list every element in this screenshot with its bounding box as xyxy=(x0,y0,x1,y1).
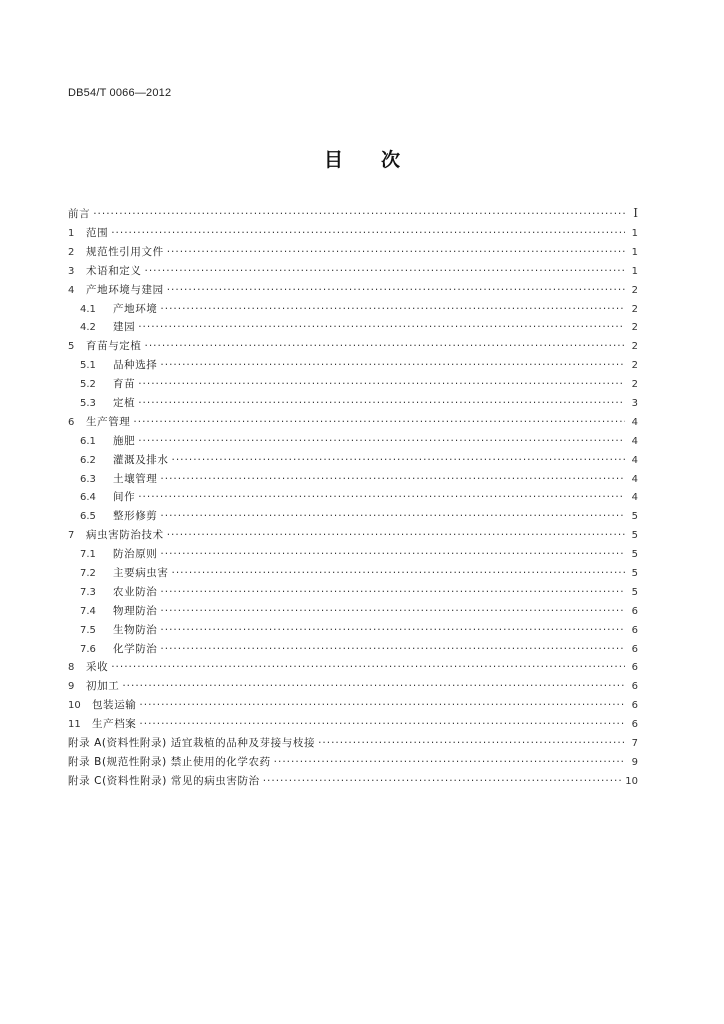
toc-entry-page-number: 4 xyxy=(631,454,638,466)
toc-entry-page-number: 4 xyxy=(631,492,638,504)
toc-entry-label: 包装运输 xyxy=(92,699,137,712)
toc-leader-dots xyxy=(160,356,625,375)
toc-entry-page-number: 5 xyxy=(631,511,638,523)
toc-entry-number: 6.4 xyxy=(80,492,96,504)
toc-entry[interactable] xyxy=(68,677,638,696)
toc-entry[interactable] xyxy=(68,375,638,394)
toc-entry[interactable] xyxy=(68,658,638,677)
toc-entry-label: 范围 xyxy=(86,227,109,239)
toc-entry-page-number: 6 xyxy=(631,624,638,636)
table-of-contents xyxy=(68,202,638,791)
toc-entry-label: 建园 xyxy=(113,321,136,334)
toc-entry-page-number: 1 xyxy=(631,246,638,258)
toc-leader-dots xyxy=(160,602,625,621)
toc-entry-number: 5.1 xyxy=(80,360,96,372)
toc-entry-number: 6.3 xyxy=(80,473,96,485)
toc-leader-dots xyxy=(160,621,625,640)
toc-entry[interactable] xyxy=(68,564,638,583)
toc-entry-page-number: 6 xyxy=(631,681,638,693)
toc-entry-number: 7 xyxy=(68,530,75,542)
toc-entry-page-number: 4 xyxy=(631,435,638,447)
toc-entry[interactable] xyxy=(68,300,638,319)
toc-entry-label: 附录 C(资料性附录) 常见的病虫害防治 xyxy=(68,774,260,787)
toc-entry-page-number: 5 xyxy=(631,549,638,561)
toc-leader-dots xyxy=(139,715,625,734)
toc-entry[interactable] xyxy=(68,602,638,621)
toc-leader-dots xyxy=(122,677,625,696)
toc-entry-label: 病虫害防治技术 xyxy=(86,529,164,542)
toc-leader-dots xyxy=(138,394,625,413)
toc-entry-number: 6 xyxy=(68,416,75,428)
toc-entry-page-number: 6 xyxy=(631,719,638,731)
toc-entry-number: 7.6 xyxy=(80,643,96,655)
toc-leader-dots xyxy=(93,203,625,225)
toc-leader-dots xyxy=(139,696,625,715)
toc-entry-number: 4.1 xyxy=(80,303,96,315)
toc-leader-dots xyxy=(160,640,625,659)
toc-leader-dots xyxy=(138,375,625,394)
toc-entry-page-number: 2 xyxy=(631,322,638,334)
page-title: 目次 xyxy=(323,149,438,171)
toc-entry-label: 规范性引用文件 xyxy=(86,245,164,258)
toc-entry-number: 7.5 xyxy=(80,624,96,636)
toc-entry-number: 4.2 xyxy=(80,322,96,334)
toc-entry[interactable] xyxy=(68,224,638,243)
toc-entry-number: 7.4 xyxy=(80,605,96,617)
toc-entry[interactable] xyxy=(68,262,638,281)
toc-entry-number: 9 xyxy=(68,681,75,693)
toc-entry-page-number: 7 xyxy=(631,738,638,750)
toc-entry[interactable] xyxy=(68,734,638,753)
toc-leader-dots xyxy=(160,507,625,526)
toc-entry-label: 农业防治 xyxy=(113,585,158,598)
toc-entry-page-number: 5 xyxy=(631,586,638,598)
toc-entry-label: 育苗 xyxy=(113,378,136,391)
toc-leader-dots xyxy=(138,318,625,337)
toc-entry[interactable] xyxy=(68,451,638,470)
toc-entry[interactable] xyxy=(68,640,638,659)
toc-leader-dots xyxy=(160,470,625,489)
toc-entry-page-number: 6 xyxy=(631,643,638,655)
toc-entry[interactable] xyxy=(68,432,638,451)
toc-entry-page-number: 2 xyxy=(631,360,638,372)
toc-entry[interactable] xyxy=(68,202,638,224)
toc-entry[interactable] xyxy=(68,243,638,262)
toc-entry-label: 附录 B(规范性附录) 禁止使用的化学农药 xyxy=(68,755,271,768)
toc-entry-label: 采收 xyxy=(86,661,109,674)
toc-entry[interactable] xyxy=(68,488,638,507)
toc-entry-page-number: 2 xyxy=(631,303,638,315)
toc-entry-page-number: 9 xyxy=(631,756,638,768)
toc-entry-label: 主要病虫害 xyxy=(113,567,169,580)
toc-entry-label: 灌溉及排水 xyxy=(113,453,169,466)
toc-leader-dots xyxy=(172,564,626,583)
toc-leader-dots xyxy=(160,583,625,602)
toc-entry-page-number: 6 xyxy=(631,700,638,712)
toc-entry-page-number: 4 xyxy=(631,416,638,428)
toc-entry[interactable] xyxy=(68,356,638,375)
toc-entry[interactable] xyxy=(68,696,638,715)
toc-leader-dots xyxy=(172,451,626,470)
toc-entry-page-number: 5 xyxy=(631,530,638,542)
toc-entry-number: 8 xyxy=(68,662,75,674)
toc-entry-label: 土壤管理 xyxy=(113,472,158,485)
document-code: DB54/T 0066—2012 xyxy=(68,87,172,99)
toc-entry-label: 整形修剪 xyxy=(113,510,158,523)
toc-entry-label: 生产管理 xyxy=(86,415,131,428)
toc-entry-number: 1 xyxy=(68,228,75,239)
toc-leader-dots xyxy=(318,734,625,753)
toc-entry-label: 术语和定义 xyxy=(86,264,142,277)
toc-entry-page-number: 2 xyxy=(631,284,638,296)
toc-entry-page-number: 6 xyxy=(631,662,638,674)
toc-entry-number: 7.2 xyxy=(80,568,96,580)
toc-leader-dots xyxy=(145,337,626,356)
toc-leader-dots xyxy=(111,224,625,243)
toc-leader-dots xyxy=(167,243,625,262)
toc-entry-page-number: 2 xyxy=(631,379,638,391)
toc-entry-page-number: 2 xyxy=(631,341,638,353)
toc-entry[interactable] xyxy=(68,470,638,489)
toc-entry-label: 物理防治 xyxy=(113,604,158,617)
toc-entry-page-number: 5 xyxy=(631,568,638,580)
toc-entry-number: 6.2 xyxy=(80,454,96,466)
toc-entry-label: 初加工 xyxy=(86,680,120,693)
toc-entry-number: 4 xyxy=(68,284,75,296)
toc-entry-label: 附录 A(资料性附录) 适宜栽植的品种及芽接与枝接 xyxy=(68,737,316,750)
toc-entry-page-number: 1 xyxy=(631,265,638,277)
toc-entry-number: 2 xyxy=(68,246,75,258)
toc-entry-label: 间作 xyxy=(113,491,136,504)
toc-entry-label: 化学防治 xyxy=(113,642,158,655)
toc-leader-dots xyxy=(133,413,625,432)
toc-entry-number: 3 xyxy=(68,265,75,277)
toc-entry-label: 产地环境 xyxy=(113,302,158,315)
toc-entry[interactable] xyxy=(68,753,638,772)
toc-entry-number: 6.1 xyxy=(80,435,96,447)
toc-entry[interactable] xyxy=(68,772,638,791)
toc-entry-page-number: 4 xyxy=(631,473,638,485)
toc-entry-label: 施肥 xyxy=(113,434,136,447)
toc-entry-number: 5 xyxy=(68,341,75,353)
toc-entry-page-number: 3 xyxy=(631,398,638,410)
toc-entry-label: 防治原则 xyxy=(113,548,158,561)
toc-entry-label: 育苗与定植 xyxy=(86,340,142,353)
toc-entry-number: 10 xyxy=(68,700,81,712)
toc-entry-label: 前言 xyxy=(68,208,91,220)
toc-entry-label: 生产档案 xyxy=(92,718,137,731)
toc-entry-page-number: 1 xyxy=(631,228,638,239)
toc-leader-dots xyxy=(111,658,625,677)
toc-leader-dots xyxy=(160,545,625,564)
toc-entry-number: 5.2 xyxy=(80,379,96,391)
toc-entry[interactable] xyxy=(68,394,638,413)
toc-entry-label: 定植 xyxy=(113,397,136,410)
toc-entry-number: 7.3 xyxy=(80,586,96,598)
toc-entry[interactable] xyxy=(68,715,638,734)
toc-entry[interactable] xyxy=(68,583,638,602)
toc-leader-dots xyxy=(263,772,623,791)
toc-entry-number: 5.3 xyxy=(80,398,96,410)
toc-entry[interactable] xyxy=(68,507,638,526)
toc-entry[interactable] xyxy=(68,281,638,300)
toc-entry-page-number: 6 xyxy=(631,605,638,617)
toc-entry-label: 品种选择 xyxy=(113,359,158,372)
toc-entry-page-number: I xyxy=(633,206,638,220)
toc-leader-dots xyxy=(145,262,626,281)
toc-leader-dots xyxy=(138,488,625,507)
toc-entry-label: 生物防治 xyxy=(113,623,158,636)
toc-entry-number: 6.5 xyxy=(80,511,96,523)
toc-leader-dots xyxy=(167,526,625,545)
toc-entry-number: 7.1 xyxy=(80,549,96,561)
toc-entry[interactable] xyxy=(68,621,638,640)
toc-entry-page-number: 10 xyxy=(625,775,638,787)
toc-entry[interactable] xyxy=(68,526,638,545)
toc-leader-dots xyxy=(167,281,625,300)
toc-entry-number: 11 xyxy=(68,719,81,731)
toc-entry[interactable] xyxy=(68,318,638,337)
toc-entry-label: 产地环境与建园 xyxy=(86,283,164,296)
toc-leader-dots xyxy=(138,432,625,451)
toc-entry[interactable] xyxy=(68,545,638,564)
toc-entry[interactable] xyxy=(68,337,638,356)
toc-leader-dots xyxy=(160,300,625,319)
toc-leader-dots xyxy=(274,753,625,772)
toc-entry[interactable] xyxy=(68,413,638,432)
